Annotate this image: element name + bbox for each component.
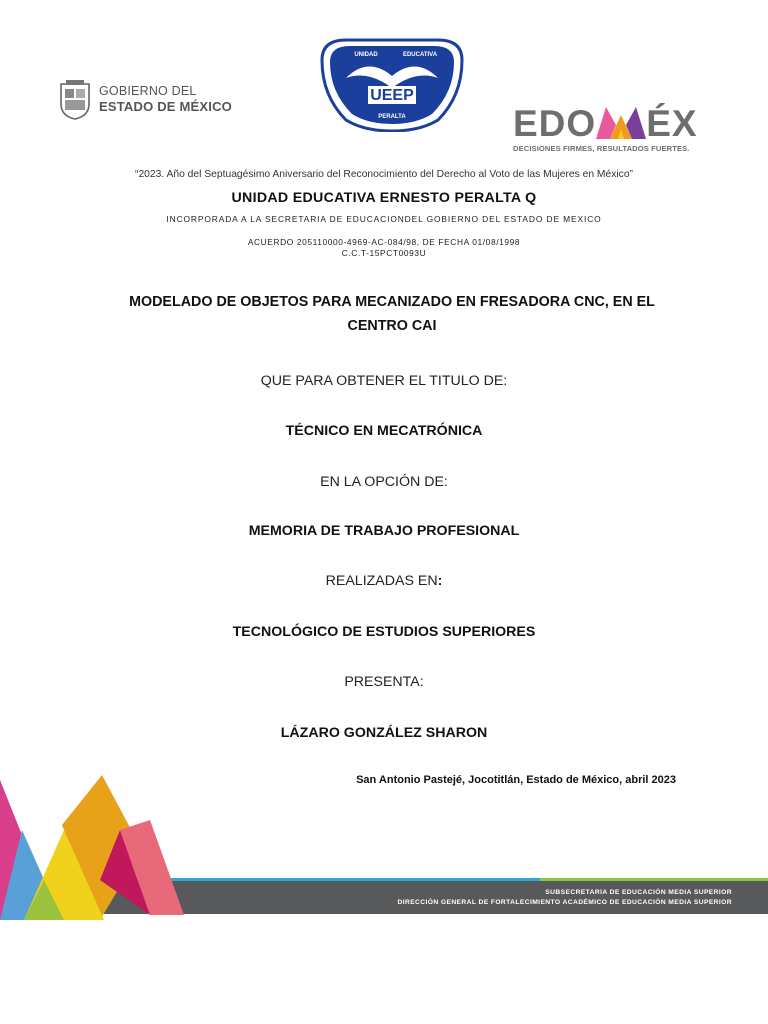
footer-line2: DIRECCIÓN GENERAL DE FORTALECIMIENTO ACADÉMICO DE EDUCACIÓN MEDIA SUPERIOR xyxy=(397,899,732,906)
edomex-m-icon xyxy=(596,107,646,139)
edomex-wordmark xyxy=(513,105,725,143)
option-label: EN LA OPCIÓN DE: xyxy=(320,474,448,490)
footer-stripe-green xyxy=(540,878,768,881)
ueep-center-text: UEEP xyxy=(370,87,414,104)
school-name: UNIDAD EDUCATIVA ERNESTO PERALTA Q xyxy=(231,190,537,206)
author-name: LÁZARO GONZÁLEZ SHARON xyxy=(280,725,488,741)
place-and-date: San Antonio Pastejé, Jocotitlán, Estado de México, abril 2023 xyxy=(356,774,676,786)
gobierno-edomex-logo xyxy=(57,76,237,122)
incorporation-note: INCORPORADA A LA SECRETARIA DE EDUCACIONDEL GOBIERNO DEL ESTADO DE MEXICO xyxy=(166,214,602,224)
ueep-bottom-text: PERALTA xyxy=(378,114,406,120)
degree-name: TÉCNICO EN MECATRÓNICA xyxy=(285,423,483,439)
edomex-word-edo: EDO xyxy=(513,103,597,144)
year-dedication: “2023. Año del Septuagésimo Aniversario del Reconocimiento del Derecho al Voto de las Mujeres en México” xyxy=(135,169,633,180)
footer-line1: SUBSECRETARIA DE EDUCACIÓN MEDIA SUPERIOR xyxy=(545,889,732,896)
state-seal-icon xyxy=(57,78,93,120)
carried-out-label xyxy=(0,573,768,589)
edomex-logo xyxy=(513,105,725,153)
ueep-top-right-text: EDUCATIVA xyxy=(402,52,438,58)
gobierno-text xyxy=(99,84,232,114)
carried-out-label-text: REALIZADAS EN xyxy=(325,573,438,589)
institution-name: TECNOLÓGICO DE ESTUDIOS SUPERIORES xyxy=(232,624,536,640)
gobierno-line2: ESTADO DE MÉXICO xyxy=(99,99,232,114)
edomex-tagline: DECISIONES FIRMES, RESULTADOS FUERTES. xyxy=(513,144,690,153)
ueep-top-left-text: UNIDAD xyxy=(354,52,378,58)
cct-code: C.C.T-15PCT0093U xyxy=(341,248,427,258)
ueep-logo xyxy=(320,36,464,132)
option-name: MEMORIA DE TRABAJO PROFESIONAL xyxy=(248,523,520,539)
footer-text xyxy=(300,888,732,908)
agreement-line: ACUERDO 205110000-4969-AC-084/98, DE FECHA 01/08/1998 xyxy=(247,237,521,247)
footer-stripe-blue xyxy=(120,878,540,881)
edomex-word-mex: ÉX xyxy=(646,103,698,144)
carried-out-colon: : xyxy=(437,573,443,589)
degree-label: QUE PARA OBTENER EL TITULO DE: xyxy=(260,373,508,389)
presents-label: PRESENTA: xyxy=(344,674,424,690)
gobierno-line1: GOBIERNO DEL xyxy=(99,84,197,98)
document-title: MODELADO DE OBJETOS PARA MECANIZADO EN FRESADORA CNC, EN EL CENTRO CAI xyxy=(129,294,655,334)
